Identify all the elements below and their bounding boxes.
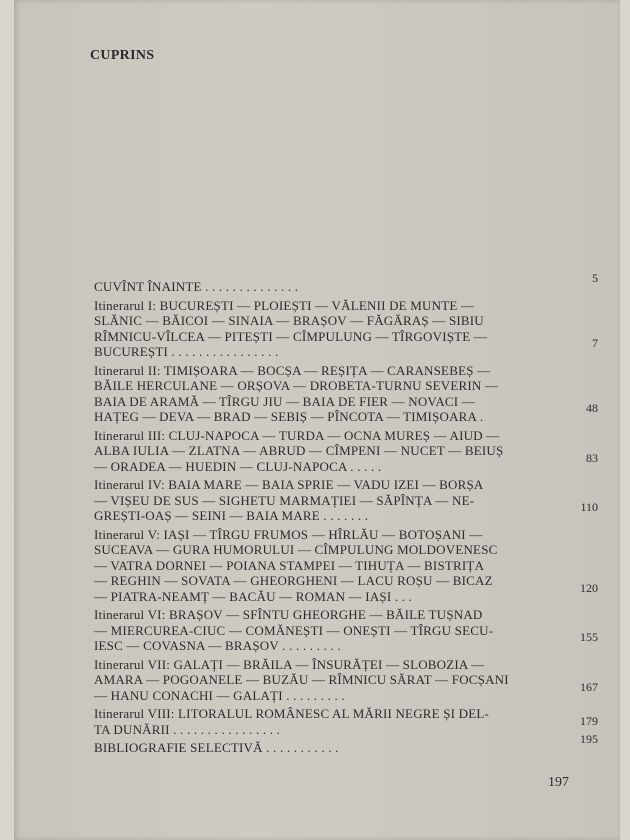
toc-line: Itinerarul VI: BRAȘOV — SFÎNTU GHEORGHE — BĂILE TUȘNAD — [94, 607, 483, 622]
toc-line: Itinerarul V: IAȘI — TÎRGU FRUMOS — HÎRLĂU — BOTOȘANI — — [94, 526, 483, 542]
toc-line: IESC — COVASNA — BRAȘOV . . . . . . . . . — [94, 638, 341, 653]
toc-line: — MIERCUREA-CIUC — COMĂNEȘTI — ONEȘTI — TÎRGU SECU- — [94, 622, 494, 638]
toc-line: Itinerarul II: TIMIȘOARA — BOCȘA — REȘIȚA — CARANSEBEȘ — — [94, 362, 491, 378]
toc-line: Itinerarul I: BUCUREȘTI — PLOIEȘTI — VĂLENII DE MUNTE — — [94, 297, 475, 313]
table-of-contents — [94, 271, 598, 759]
toc-line: — VIȘEU DE SUS — SIGHETU MARMAȚIEI — SĂPÎNȚA — NE- — [94, 492, 475, 508]
toc-line: — HANU CONACHI — GALAȚI . . . . . . . . . — [94, 687, 345, 703]
toc-line: — ORADEA — HUEDIN — CLUJ-NAPOCA . . . . . — [94, 458, 382, 474]
toc-entry — [94, 477, 598, 524]
toc-line: SUCEAVA — GURA HUMORULUI — CÎMPULUNG MOLDOVENESC — [94, 542, 498, 557]
toc-line: AMARA — POGOANELE — BUZĂU — RÎMNICU SĂRAT — FOCȘANI — [94, 672, 509, 687]
toc-line: GREȘTI-OAȘ — SEINI — BAIA MARE . . . . . . . — [94, 508, 369, 523]
toc-line: BUCUREȘTI . . . . . . . . . . . . . . . . — [94, 344, 279, 359]
toc-line: — PIATRA-NEAMȚ — BACĂU — ROMAN — IAȘI . . . — [94, 588, 413, 604]
toc-line: RÎMNICU-VÎLCEA — PITEȘTI — CÎMPULUNG — TÎRGOVIȘTE — — [94, 328, 488, 344]
toc-entry — [94, 732, 598, 756]
toc-line: SLĂNIC — BĂICOI — SINAIA — BRAȘOV — FĂGĂRAȘ — SIBIU — [94, 313, 484, 328]
toc-line: CUVÎNT ÎNAINTE . . . . . . . . . . . . . . — [94, 279, 299, 294]
toc-page-number: 155 — [580, 630, 598, 644]
final-page-number: 197 — [548, 775, 569, 790]
toc-line: — REGHIN — SOVATA — GHEORGHENI — LACU ROȘU — BICAZ — [94, 573, 493, 588]
toc-line: ALBA IULIA — ZLATNA — ABRUD — CÎMPENI — NUCET — BEIUȘ — [94, 443, 504, 458]
book-page — [14, 0, 620, 840]
toc-line: BĂILE HERCULANE — ORȘOVA — DROBETA-TURNU SEVERIN — — [94, 378, 499, 393]
toc-entry — [94, 297, 598, 360]
toc-page-number: 7 — [592, 336, 598, 350]
toc-line: BAIA DE ARAMĂ — TÎRGU JIU — BAIA DE FIER — NOVACI — — [94, 393, 475, 409]
toc-line: Itinerarul IV: BAIA MARE — BAIA SPRIE — VADU IZEI — BORȘA — [94, 477, 484, 492]
toc-line: HAȚEG — DEVA — BRAD — SEBIȘ — PÎNCOTA — TIMIȘOARA . — [94, 409, 484, 424]
toc-line: — VATRA DORNEI — POIANA STAMPEI — TIHUȚA — BISTRIȚA — [94, 557, 485, 573]
toc-entry — [94, 706, 598, 737]
toc-line: TA DUNĂRII . . . . . . . . . . . . . . . . — [94, 721, 281, 737]
toc-entry — [94, 656, 598, 704]
toc-entry — [94, 427, 598, 475]
toc-entry — [94, 526, 598, 605]
toc-page-number: 195 — [580, 732, 598, 746]
toc-line: Itinerarul VIII: LITORALUL ROMÂNESC AL MĂRII NEGRE ȘI DEL- — [94, 706, 490, 721]
toc-page-number: 110 — [580, 500, 598, 514]
toc-page-number: 5 — [592, 271, 598, 285]
page-title: CUPRINS — [90, 48, 155, 63]
toc-page-number: 120 — [580, 580, 598, 595]
toc-page-number: 48 — [586, 401, 598, 415]
toc-line: Itinerarul III: CLUJ-NAPOCA — TURDA — OCNA MUREȘ — AIUD — — [94, 427, 500, 443]
toc-entry — [94, 362, 598, 425]
toc-entry — [94, 607, 598, 654]
toc-page-number: 167 — [580, 679, 598, 694]
toc-page-number: 83 — [586, 450, 598, 465]
toc-page-number: 179 — [580, 713, 598, 728]
toc-entry — [94, 271, 598, 295]
toc-line: Itinerarul VII: GALAȚI — BRĂILA — ÎNSURĂȚEI — SLOBOZIA — — [94, 656, 485, 672]
toc-line: BIBLIOGRAFIE SELECTIVĂ . . . . . . . . . . . — [94, 740, 339, 755]
